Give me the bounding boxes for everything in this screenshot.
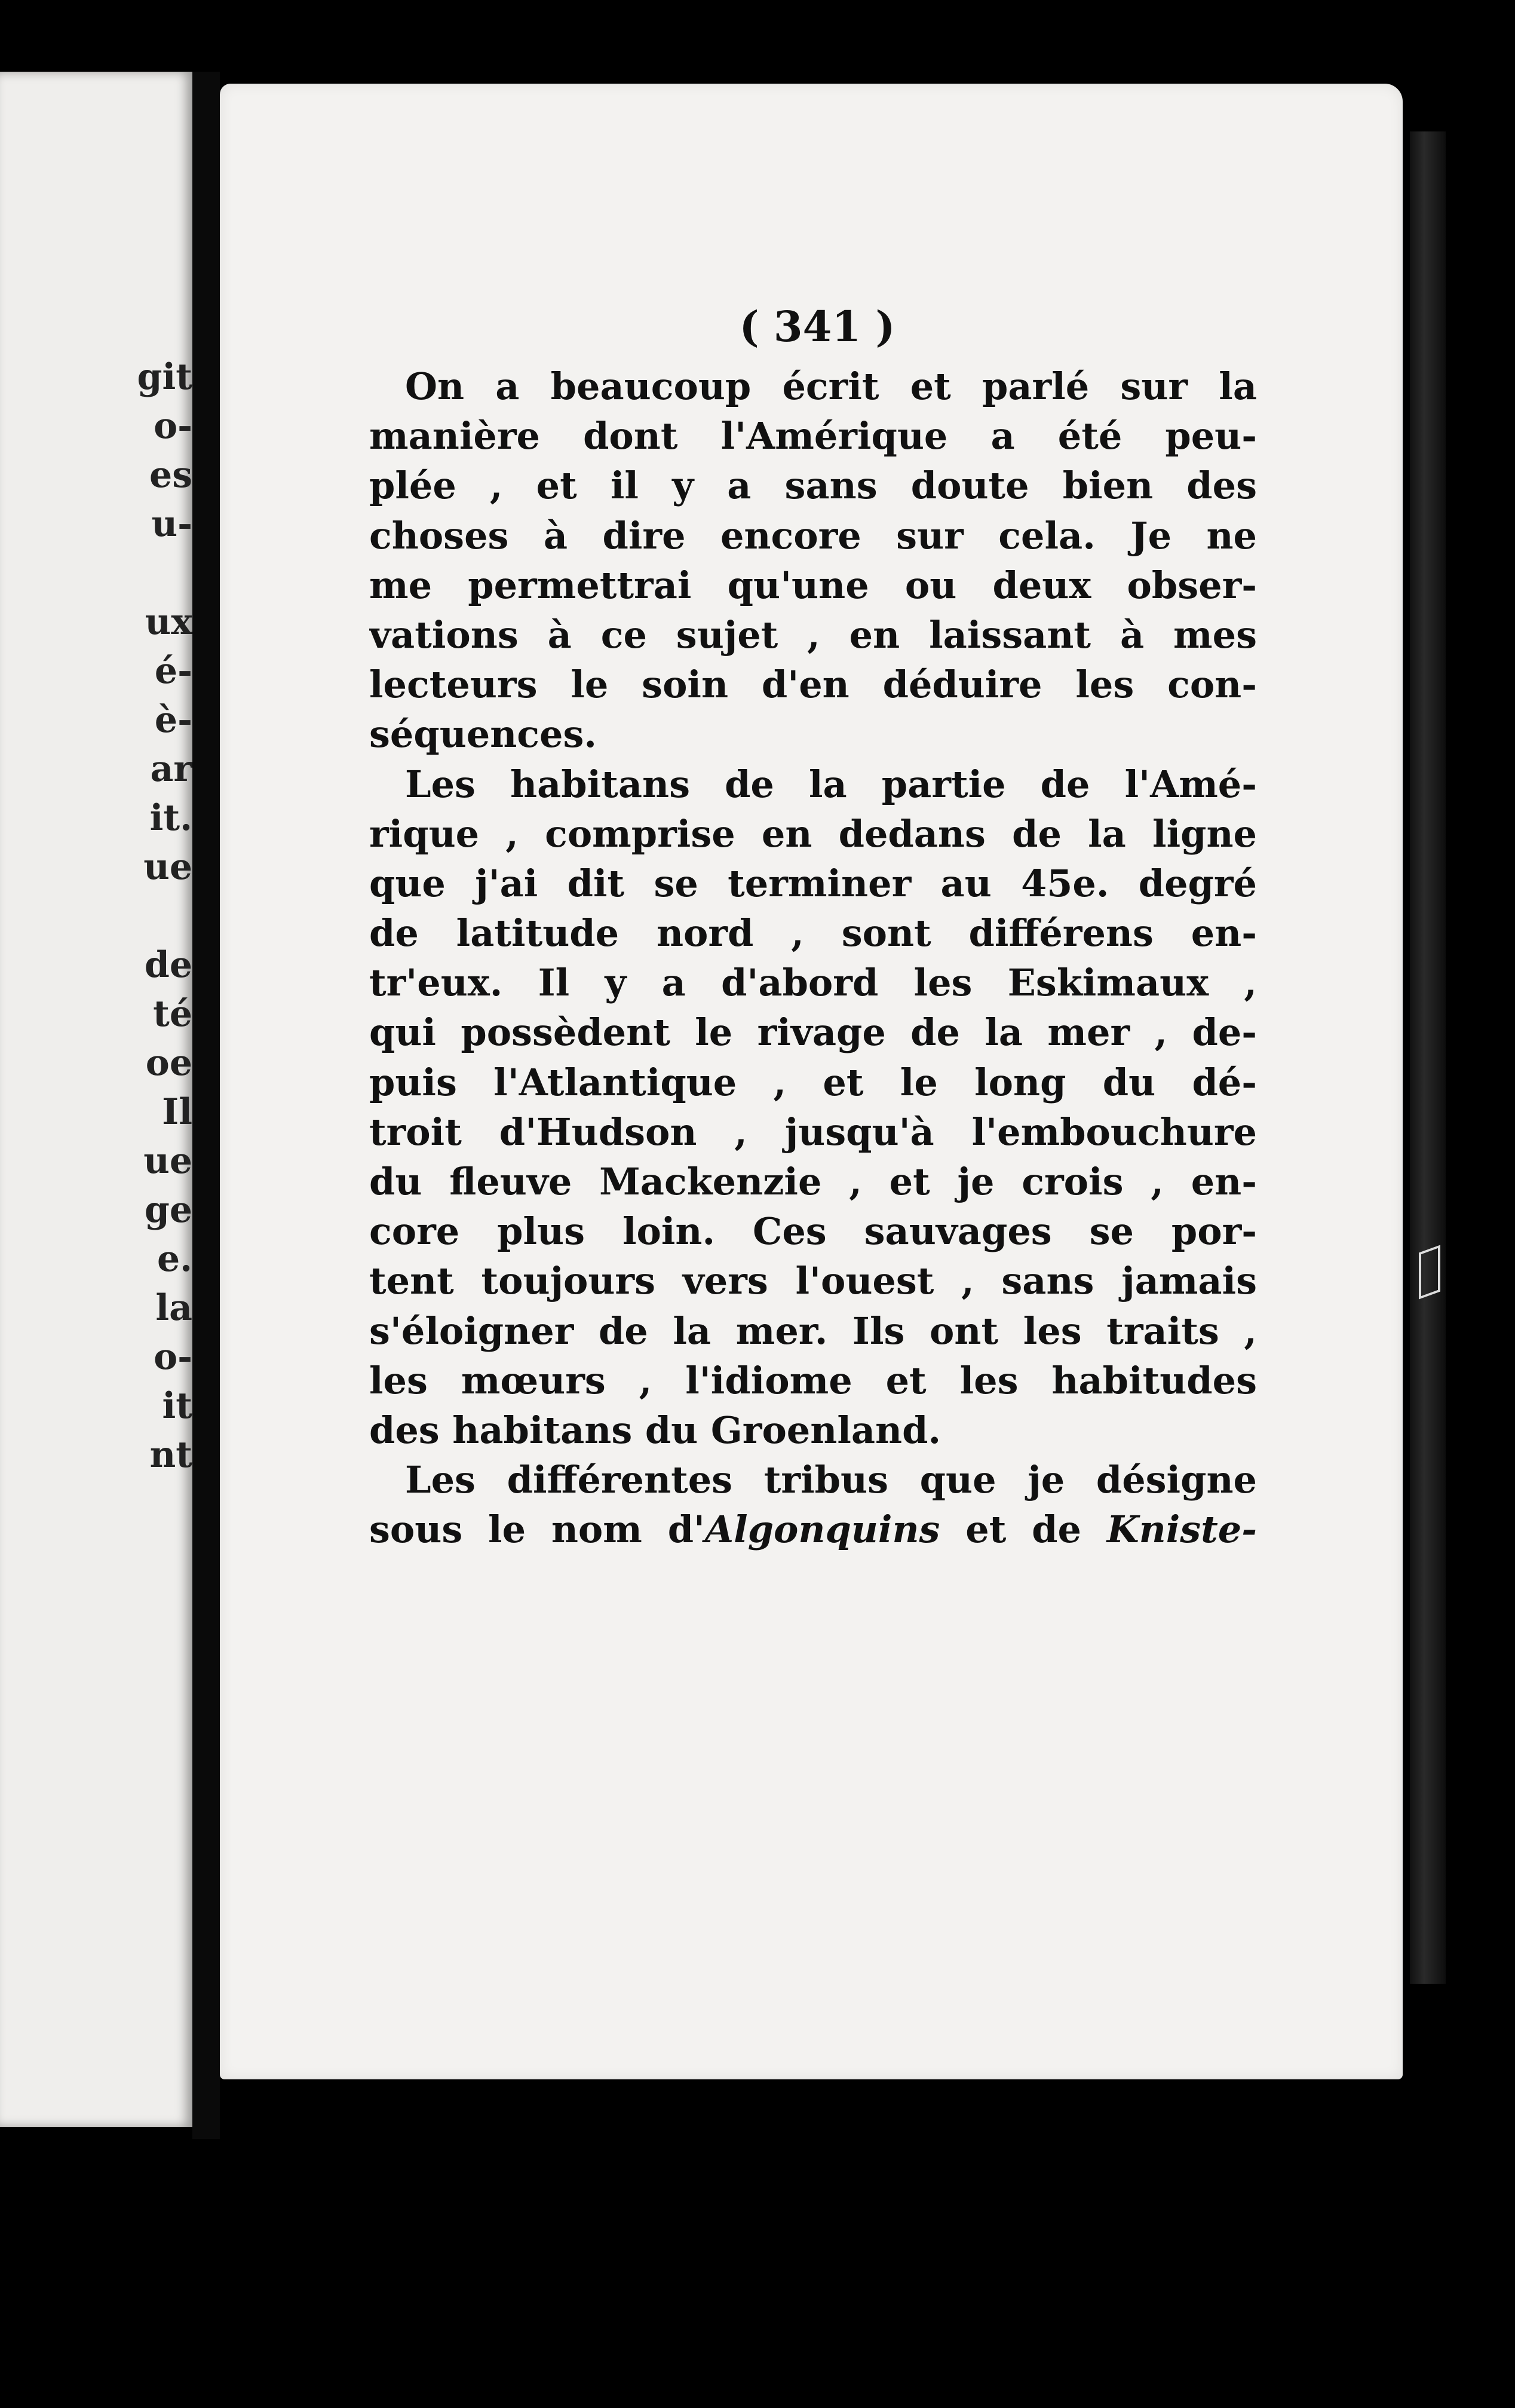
book-spine-edge [1410, 131, 1446, 1984]
edge-fragment: ux [145, 601, 192, 643]
text-line: Les habitans de la partie de l'Amé- [405, 762, 1257, 806]
edge-fragment: es [149, 454, 192, 496]
edge-fragment: Il [162, 1091, 192, 1133]
text-line: troit d'Hudson , jusqu'à l'embouchure [369, 1110, 1257, 1154]
text-line: puis l'Atlantique , et le long du dé- [369, 1060, 1257, 1104]
edge-fragment: oe [145, 1042, 192, 1084]
text-line: me permettrai qu'une ou deux obser- [369, 563, 1257, 607]
text-line: On a beaucoup écrit et parlé sur la [405, 364, 1257, 408]
text-fragment: et de [940, 1508, 1107, 1552]
edge-fragment: o- [154, 1336, 192, 1378]
italic-term-algonquins: Algonquins [705, 1508, 940, 1552]
edge-fragment: ge [144, 1189, 192, 1231]
text-line: tr'eux. Il y a d'abord les Eskimaux , [369, 961, 1257, 1005]
previous-page-fragment [0, 72, 192, 2127]
edge-fragment: git [137, 356, 192, 398]
text-line: qui possèdent le rivage de la mer , de- [369, 1010, 1257, 1055]
text-line-mixed [369, 1505, 1257, 1554]
text-line: que j'ai dit se terminer au 45e. degré [369, 861, 1257, 905]
edge-fragment: u- [151, 503, 192, 545]
text-fragment: sous le nom d' [369, 1508, 706, 1552]
text-line: manière dont l'Amérique a été peu- [369, 414, 1257, 458]
previous-page-edge-text [121, 353, 192, 2408]
italic-term-kniste: Kniste- [1106, 1508, 1257, 1552]
edge-fragment: it. [149, 797, 192, 839]
text-line: rique , comprise en dedans de la ligne [369, 811, 1257, 856]
text-line: choses à dire encore sur cela. Je ne [369, 513, 1257, 557]
edge-fragment [121, 891, 192, 940]
text-line: tent toujours vers l'ouest , sans jamais [369, 1259, 1257, 1303]
edge-fragment: ue [143, 1140, 192, 1182]
edge-fragment: ue [143, 846, 192, 888]
edge-fragment [121, 549, 192, 598]
text-line: séquences. [369, 712, 597, 756]
edge-fragment: o- [154, 405, 192, 447]
text-line: des habitans du Groenland. [369, 1408, 941, 1452]
edge-fragment: é- [154, 650, 192, 692]
text-line: de latitude nord , sont différens en- [369, 911, 1257, 955]
edge-fragment: ar [150, 748, 192, 790]
page-body-text [369, 361, 1257, 1555]
text-line: core plus loin. Ces sauvages se por- [369, 1209, 1257, 1254]
text-line: Les différentes tribus que je désigne [405, 1458, 1257, 1502]
page-number: ( 341 ) [739, 302, 895, 351]
edge-fragment: té [153, 993, 192, 1035]
book-page [220, 84, 1403, 2079]
edge-fragment: è- [154, 699, 192, 741]
edge-fragment: it [162, 1385, 192, 1427]
text-line: s'éloigner de la mer. Ils ont les traits , [369, 1309, 1257, 1353]
edge-fragment: e. [157, 1238, 192, 1280]
text-line: lecteurs le soin d'en déduire les con- [369, 663, 1257, 707]
spine-mark [1419, 1245, 1440, 1299]
text-line: les mœurs , l'idiome et les habitudes [369, 1358, 1257, 1402]
text-line: vations à ce sujet , en laissant à mes [369, 612, 1257, 657]
edge-fragment: la [155, 1287, 192, 1329]
text-line: du fleuve Mackenzie , et je crois , en- [369, 1160, 1257, 1203]
text-line: plée , et il y a sans doute bien des [369, 464, 1257, 508]
book-gutter [192, 72, 220, 2139]
edge-fragment: nt [149, 1434, 192, 1476]
edge-fragment: de [144, 944, 192, 986]
